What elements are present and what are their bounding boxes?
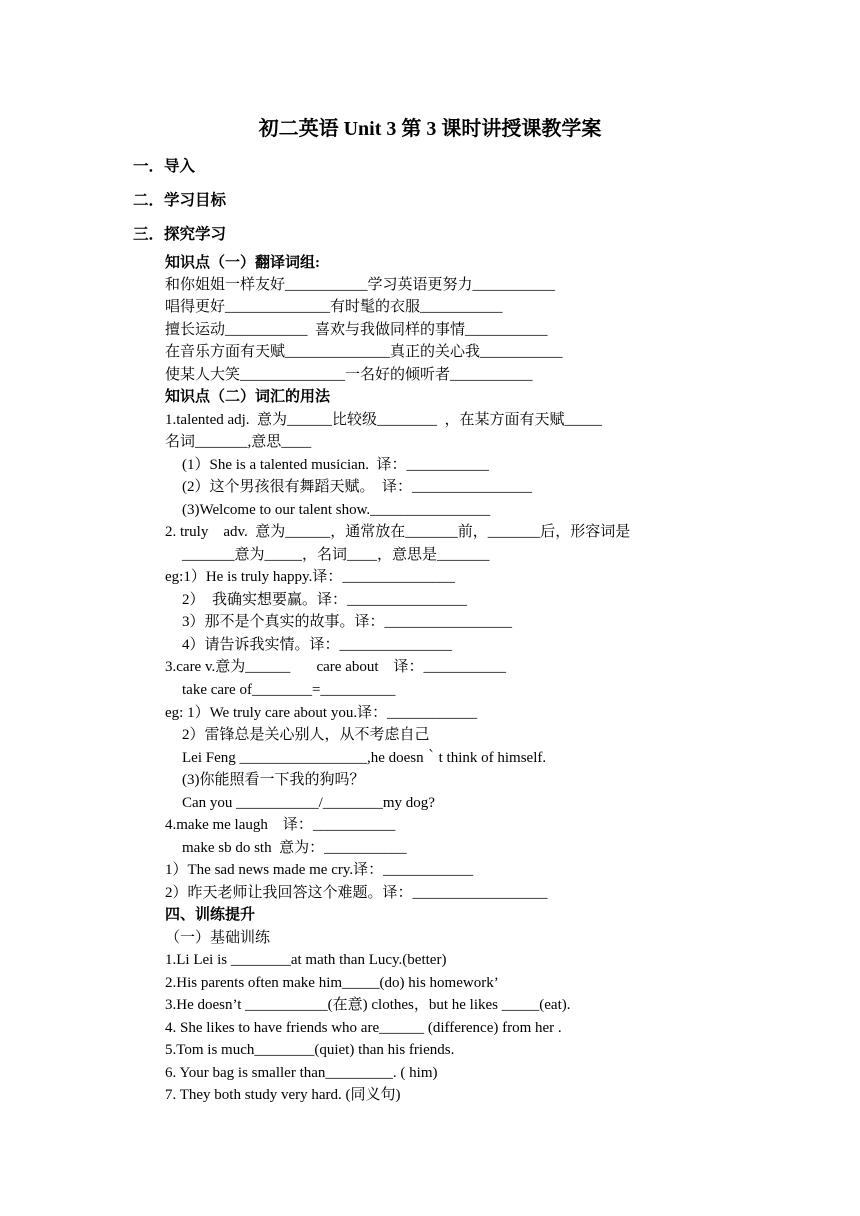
text-line: 3.care v.意为______ care about 译：___________ (165, 659, 507, 675)
text-line: (3)Welcome to our talent show.________________ (182, 502, 491, 518)
text-line: 7. They both study very hard. (同义句) (165, 1087, 401, 1103)
text-line: 5.Tom is much________(quiet) than his friends. (165, 1042, 455, 1058)
text-line: 名词_______,意思____ (165, 434, 312, 450)
text-line: 2） 我确实想要赢。译：________________ (182, 592, 468, 608)
text-line: 使某人大笑______________一名好的倾听者___________ (165, 367, 533, 383)
text-line: eg:1）He is truly happy.译：_______________ (165, 569, 455, 585)
text-line: 在音乐方面有天赋______________真正的关心我___________ (165, 344, 563, 360)
text-line: （一）基础训练 (165, 930, 271, 946)
text-line: 1.Li Lei is ________at math than Lucy.(better) (165, 952, 447, 968)
text-line: make sb do sth 意为：___________ (182, 840, 407, 856)
text-line: 四、训练提升 (165, 907, 256, 923)
text-line: (1）She is a talented musician. 译：___________ (182, 457, 490, 473)
text-line: 2）昨天老师让我回答这个难题。译：__________________ (165, 885, 548, 901)
text-line: 知识点（一）翻译词组: (165, 255, 320, 271)
text-line: 3.He doesn’t ___________(在意) clothes，but he likes _____(eat). (165, 997, 571, 1013)
text-line: 2.His parents often make him_____(do) his homework’ (165, 975, 499, 991)
text-line: 唱得更好______________有时髦的衣服___________ (165, 299, 503, 315)
text-line: _______意为_____，名词____，意思是_______ (182, 547, 490, 563)
text-line: 知识点（二）词汇的用法 (165, 389, 331, 405)
document-title: 初二英语 Unit 3 第 3 课时讲授课教学案 (258, 118, 602, 140)
text-line: 1.talented adj. 意为______比较级________ ，在某方面有天赋_____ (165, 412, 603, 428)
text-line: 1）The sad news made me cry.译：____________ (165, 862, 474, 878)
text-line: 一．导入 (133, 158, 196, 175)
text-line: (2）这个男孩很有舞蹈天赋。 译：________________ (182, 479, 532, 495)
text-line: 3）那不是个真实的故事。译：_________________ (182, 614, 513, 630)
text-line: take care of________=__________ (182, 682, 396, 698)
text-line: 2）雷锋总是关心别人，从不考虑自己 (182, 727, 430, 743)
text-line: (3)你能照看一下我的狗吗？ (182, 772, 365, 788)
text-line: 4.make me laugh 译：___________ (165, 817, 396, 833)
text-line: 6. Your bag is smaller than_________. ( him) (165, 1065, 438, 1081)
text-line: 和你姐姐一样友好___________学习英语更努力___________ (165, 277, 556, 293)
text-line: eg: 1）We truly care about you.译：____________ (165, 705, 478, 721)
text-line: Can you ___________/________my dog? (182, 795, 435, 811)
text-line: 擅长运动___________ 喜欢与我做同样的事情___________ (165, 322, 548, 338)
text-line: 二．学习目标 (133, 192, 227, 209)
text-line: 2. truly adv. 意为______，通常放在_______前，_______后，形容词是 (165, 524, 631, 540)
text-line: 4. She likes to have friends who are______ (difference) from her . (165, 1020, 562, 1036)
text-line: Lei Feng _________________,he doesn｀t think of himself. (182, 750, 547, 766)
text-line: 4）请告诉我实情。译：_______________ (182, 637, 453, 653)
text-line: 三．探究学习 (133, 226, 227, 243)
